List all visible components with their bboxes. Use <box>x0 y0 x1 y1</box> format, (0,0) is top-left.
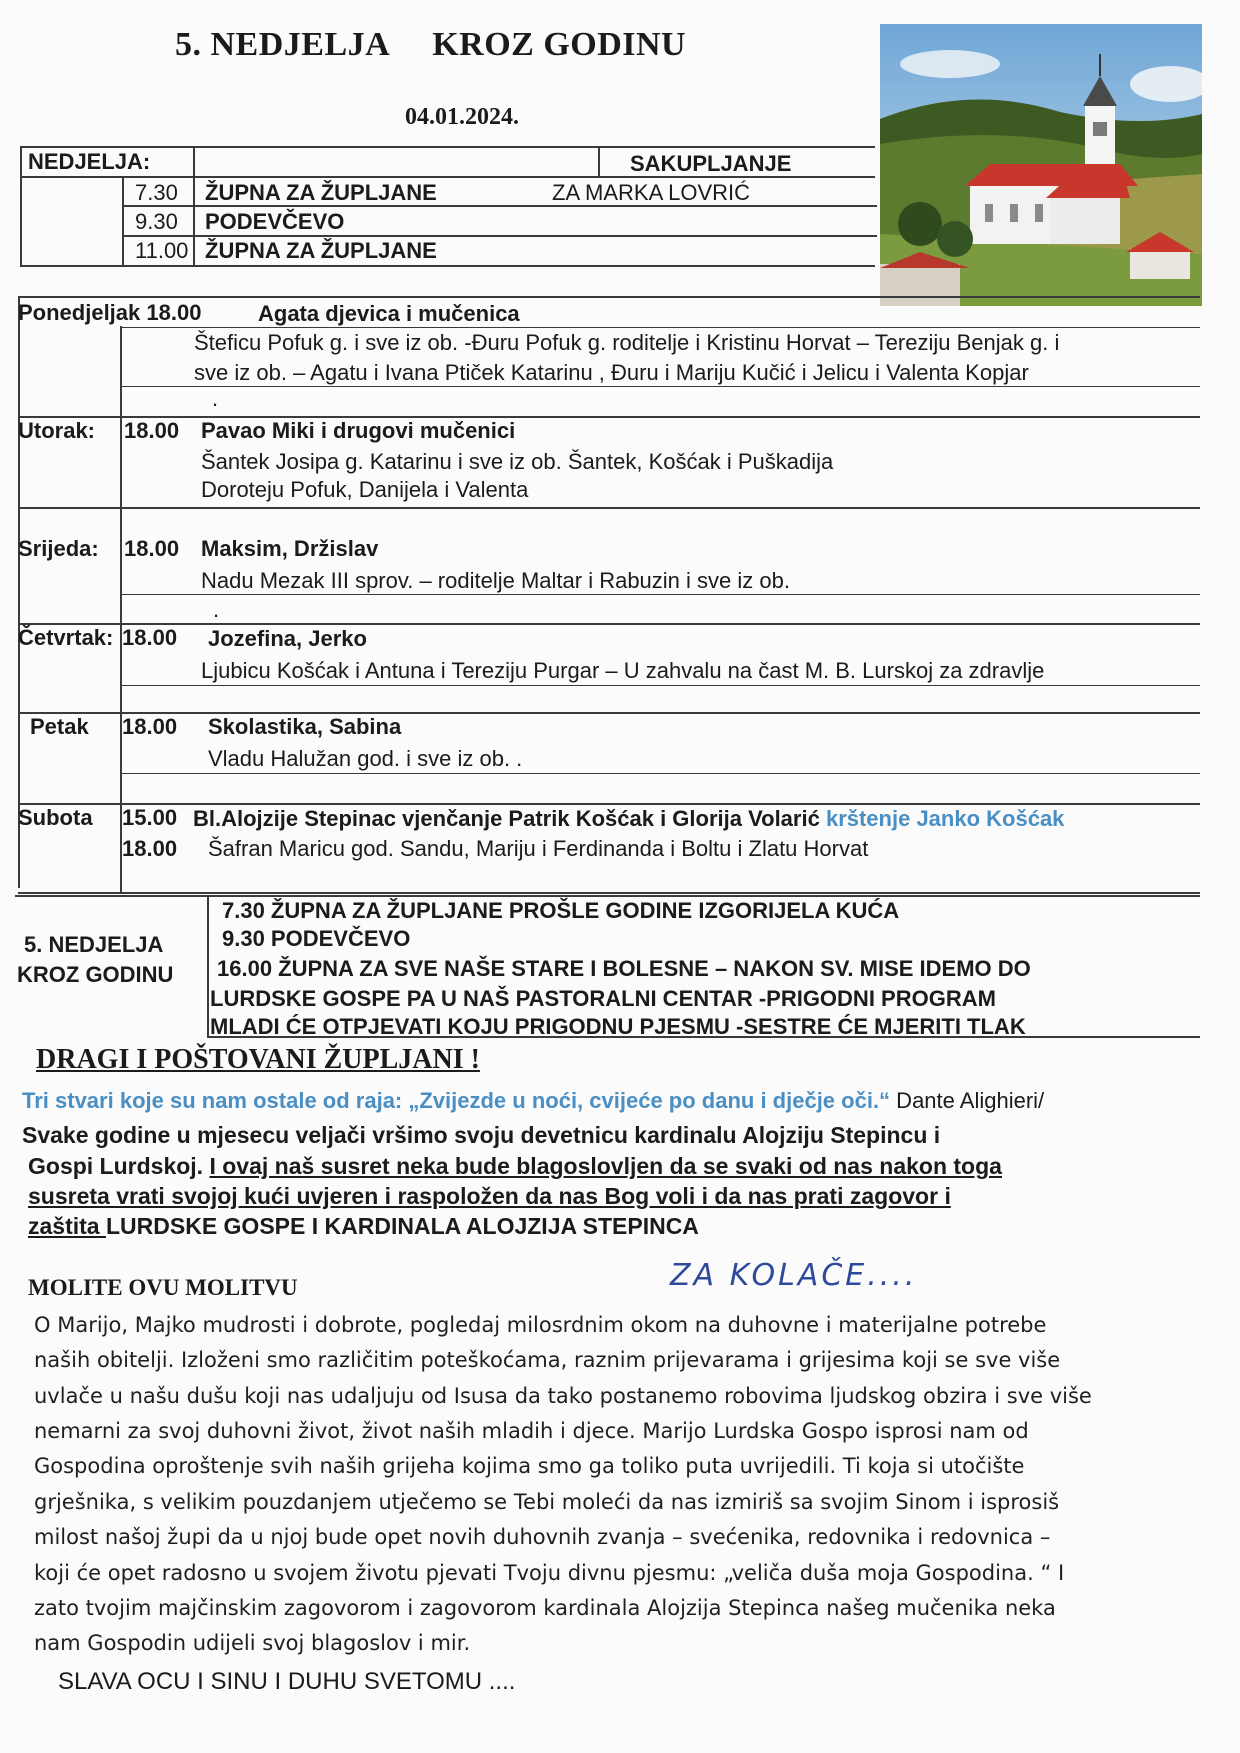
next-sunday-line: LURDSKE GOSPE PA U NAŠ PASTORALNI CENTAR -PRIGODNI PROGRAM <box>210 986 996 1011</box>
prayer-line: naših obitelji. Izloženi smo različitim poteškoćama, raznim prijevarama i grijesima koji se sve više <box>34 1348 1061 1372</box>
dante-quote: Tri stvari koje su nam ostale od raja: „Zvijezde u noći, cvijeće po danu i dječje oči.“ Dante Alighieri/ <box>22 1088 1045 1113</box>
prayer-line: nemarni za svoj duhovni život, život naših mladih i djece. Marijo Lurdska Gospo isprosi nam od <box>34 1419 1029 1443</box>
intention-line: Doroteju Pofuk, Danijela i Valenta <box>201 477 529 502</box>
prayer-line: uvlače u našu dušu koji nas udaljuju od Isusa da tako postanemo robovima ljudskog obzira i sve više <box>34 1384 1092 1408</box>
saturday-event: Bl.Alojzije Stepinac vjenčanje Patrik Košćak i Glorija Volarić krštenje Janko Košćak <box>193 806 1065 831</box>
greeting-heading: DRAGI I POŠTOVANI ŽUPLJANI ! <box>36 1044 480 1075</box>
page-title <box>175 26 686 64</box>
next-sunday-line: 7.30 ŽUPNA ZA ŽUPLJANE PROŠLE GODINE IZGORIJELA KUĆA <box>222 898 900 923</box>
prayer-line: O Marijo, Majko mudrosti i dobrote, pogledaj milosrdnim okom na duhovne i materijalne potrebe <box>34 1313 1047 1337</box>
saint-name: Skolastika, Sabina <box>208 714 402 739</box>
day-label: Utorak: <box>18 418 96 443</box>
sunday-label: NEDJELJA: <box>28 149 151 174</box>
message-line: zaštita LURDSKE GOSPE I KARDINALA ALOJZIJA STEPINCA <box>28 1213 699 1239</box>
mass-place: ŽUPNA ZA ŽUPLJANE <box>205 238 437 263</box>
intention-line: Šafran Maricu god. Sandu, Mariju i Ferdinanda i Boltu i Zlatu Horvat <box>208 836 869 861</box>
mass-time: 15.00 <box>122 805 178 830</box>
prayer-line: grješnika, s velikim pouzdanjem utječemo se Tebi moleći da nas izmiriš sa svojim Sinom i isprosiš <box>34 1490 1060 1514</box>
day-label: Četvrtak: <box>18 625 114 650</box>
prayer-line: milost našoj župi da u njoj bude opet novih duhovnih zvanja – svećenika, redovnika i redovnica – <box>34 1525 1051 1549</box>
mass-time: 18.00 <box>122 625 178 650</box>
next-sunday-line: MLADI ĆE OTPJEVATI KOJU PRIGODNU PJESMU -SESTRE ĆE MJERITI TLAK <box>210 1014 1026 1039</box>
mass-place: ŽUPNA ZA ŽUPLJANE <box>205 180 437 205</box>
prayer-title: MOLITE OVU MOLITVU <box>28 1275 298 1300</box>
intention-line: sve iz ob. – Agatu i Ivana Ptiček Katarinu , Đuru i Mariju Kučić i Jelicu i Valenta Kopjar <box>194 360 1029 385</box>
message-line: Svake godine u mjesecu veljači vršimo svoju devetnicu kardinalu Alojziju Stepincu i <box>22 1122 941 1148</box>
title-part-2: KROZ GODINU <box>432 26 687 63</box>
prayer-line: zato tvojim majčinskim zagovorom i zagovorom kardinala Alojzija Stepinca našeg mučenika neka <box>34 1596 1056 1620</box>
intention-line: Šteficu Pofuk g. i sve iz ob. -Đuru Pofuk g. roditelje i Kristinu Horvat – Tereziju Benjak g. i <box>194 330 1060 355</box>
baptism-note: krštenje Janko Košćak <box>825 806 1065 831</box>
date: 04.01.2024. <box>405 104 519 130</box>
next-sunday-label: 5. NEDJELJA <box>24 932 164 957</box>
saint-name: Jozefina, Jerko <box>208 626 367 651</box>
day-label: Subota <box>18 805 93 830</box>
church-photo <box>880 24 1202 306</box>
collection-label: SAKUPLJANJE <box>630 151 792 176</box>
next-sunday-line: 16.00 ŽUPNA ZA SVE NAŠE STARE I BOLESNE – NAKON SV. MISE IDEMO DO <box>217 956 1031 981</box>
collection-value: ZA MARKA LOVRIĆ <box>552 180 751 205</box>
prayer-line: nam Gospodin udijeli svoj blagoslov i mir. <box>34 1631 471 1655</box>
saint-name: Maksim, Držislav <box>201 536 379 561</box>
title-part-1: 5. NEDJELJA <box>175 26 391 63</box>
mass-time: 18.00 <box>122 836 178 861</box>
day-label: Ponedjeljak 18.00 <box>18 300 202 325</box>
next-sunday-label-2: KROZ GODINU <box>17 962 174 987</box>
closing-doxology: SLAVA OCU I SINU I DUHU SVETOMU .... <box>58 1668 516 1695</box>
mass-time: 18.00 <box>124 418 180 443</box>
intention-line: . <box>213 597 220 622</box>
mass-place: PODEVČEVO <box>205 209 345 234</box>
intention-line: Šantek Josipa g. Katarinu i sve iz ob. Šantek, Košćak i Puškadija <box>201 449 834 474</box>
church-illustration <box>880 24 1202 306</box>
day-label: Petak <box>30 714 89 739</box>
saint-name: Agata djevica i mučenica <box>258 301 520 326</box>
mass-time: 11.00 <box>135 238 189 263</box>
saint-name: Pavao Miki i drugovi mučenici <box>201 418 516 443</box>
message-line: Gospi Lurdskoj. I ovaj naš susret neka bude blagoslovljen da se svaki od nas nakon toga <box>28 1153 1002 1179</box>
intention-line: Nadu Mezak III sprov. – roditelje Maltar i Rabuzin i sve iz ob. <box>201 568 790 593</box>
message-line: susreta vrati svojoj kući uvjeren i raspoložen da nas Bog voli i da nas prati zagovor i <box>28 1183 951 1209</box>
day-label: Srijeda: <box>18 536 99 561</box>
mass-time: 18.00 <box>124 536 180 561</box>
intention-line: . <box>212 386 219 411</box>
mass-time: 7.30 <box>135 180 178 205</box>
next-sunday-line: 9.30 PODEVČEVO <box>222 926 411 951</box>
mass-time: 18.00 <box>122 714 178 739</box>
intention-line: Vladu Halužan god. i sve iz ob. . <box>208 746 523 771</box>
prayer-line: koji će opet radosno u svojem životu pjevati Tvoju divnu pjesmu: „veliča duša moja Gospodina. “ I <box>34 1561 1065 1585</box>
handwritten-note: ZA KOLAČE.... <box>670 1258 918 1293</box>
prayer-line: Gospodina oproštenje svih naših grijeha kojima smo ga toliko puta uvrijedili. Ti koja si utočište <box>34 1454 1025 1478</box>
mass-time: 9.30 <box>135 209 178 234</box>
intention-line: Ljubicu Košćak i Antuna i Tereziju Purgar – U zahvalu na čast M. B. Lurskoj za zdravlje <box>201 658 1045 683</box>
